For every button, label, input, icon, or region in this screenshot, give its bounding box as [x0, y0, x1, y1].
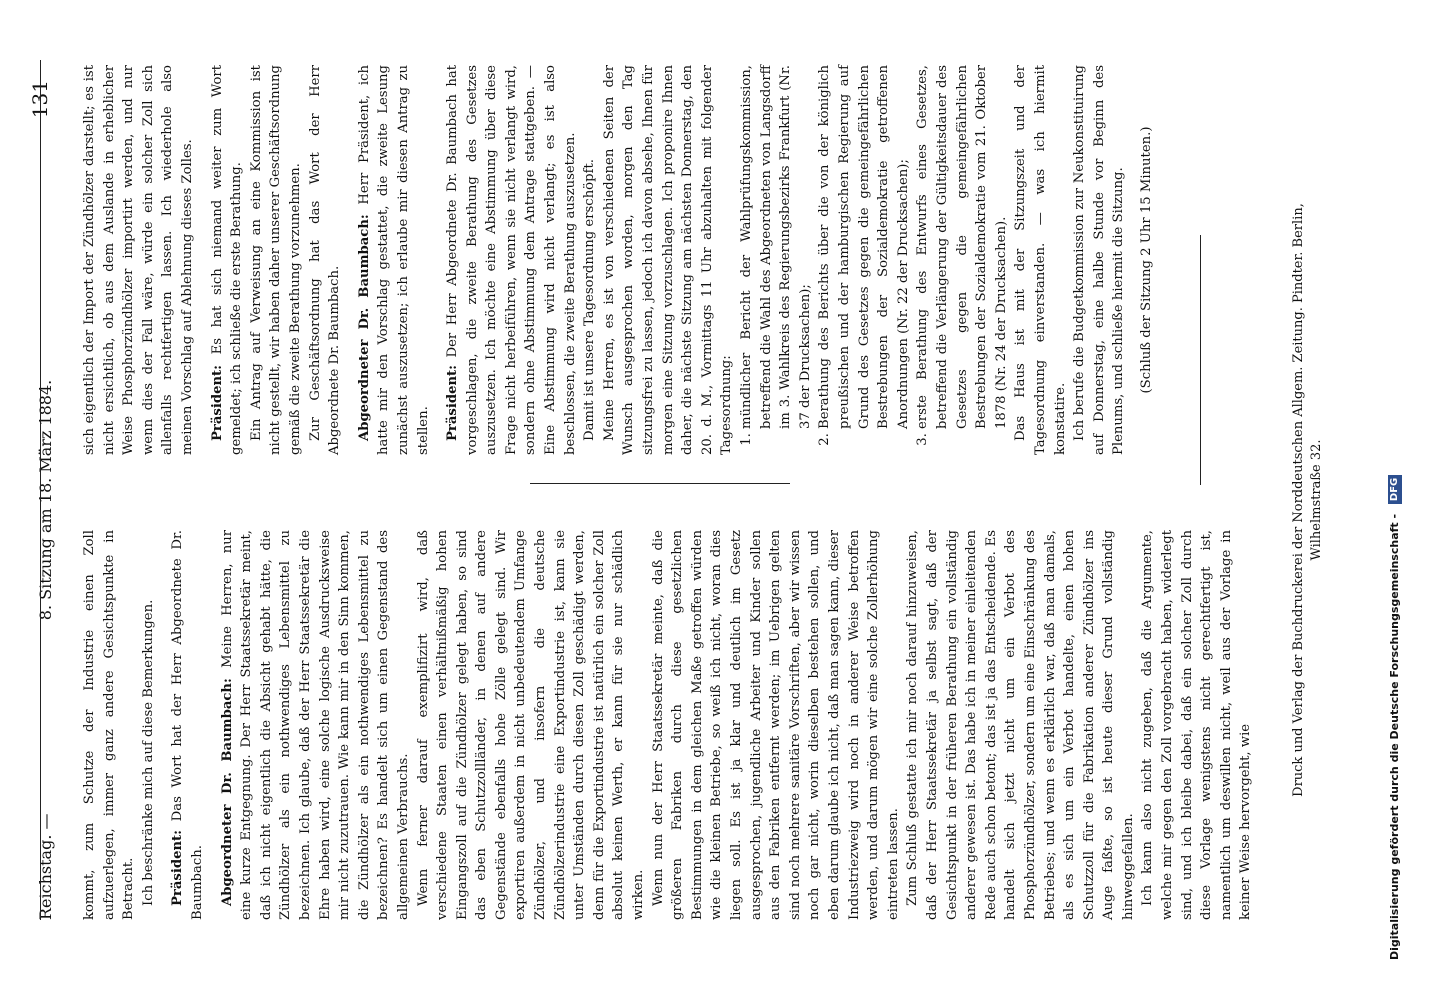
- paragraph: [139, 530, 159, 920]
- header-left: Reichstag. —: [36, 813, 55, 920]
- paragraph-text: Ich berufe die Budgetkommission zur Neukonstituirung auf Donnerstag, eine halbe Stunde vor Beginn des Plenums, und schließe hiermit die Sitzung.: [1072, 65, 1127, 455]
- paragraph: [80, 530, 139, 920]
- paragraph: [1138, 530, 1256, 920]
- paragraph: [306, 65, 345, 455]
- speaker-name: Präsident:: [445, 364, 461, 441]
- digitization-sidebar: [1380, 40, 1410, 960]
- dfg-logo: DFG: [1388, 475, 1402, 504]
- paragraph: [580, 65, 600, 455]
- paragraph-text: Ich kann also nicht zugeben, daß die Argumente, welche mir gegen den Zoll vorgebracht haben, widerlegt sind, und ich bleibe dabei, daß ein solcher Zoll durch diese Vorlage wenigstens nicht gerechtfertigt ist, namentlich um deswillen nicht, weil aus der Vorlage in keiner Weise hervorgeht, wie: [1140, 530, 1254, 920]
- speaker-name: Präsident:: [170, 829, 186, 906]
- paragraph-text: Wenn nun der Herr Staatssekretär meinte, daß die größeren Fabriken durch diese gesetzlichen Bestimmungen in dem gleichen Maße getroffen würden wie die kleinen Betriebe, so weiß ich nicht, woran dies liegen soll. Es ist ja klar und deutlich im Gesetz ausgesprochen, jugendliche Arbeiter und Kinder sollen aus den Fabriken entfernt werden; im Uebrigen gelten sind noch mehrere sanitäre Vorschriften, aber wir wissen noch gar nicht, worin dieselben bestehen sollen, und eben darum glaube ich nicht, daß man sagen kann, dieser Industriezweig wird noch in anderer Weise betroffen werden, und darum mögen wir eine solche Zollerhöhung eintreten lassen.: [650, 530, 901, 920]
- paragraph: [1070, 65, 1129, 455]
- page-number: 131: [28, 80, 52, 119]
- paragraph-text: Zum Schluß gestatte ich mir noch darauf hinzuweisen, daß der Herr Staatssekretär ja selbst sagt, daß der Gesichtspunkt in der früheren Berathung ein vollständig anderer gewesen ist. Das habe ich in meiner einleitenden Rede auch schon betont; das ist ja das Entscheidende. Es handelt sich jetzt nicht um ein Verbot des Phosphorzündhölzer, sondern um eine Einschränkung des Betriebes; und wenn es erklärlich war, daß man damals, als es sich um ein Verbot handelte, einen hohen Schutzzoll für die Fabrikation anderer Zündhölzer ins Auge faßte, so ist heute dieser Grund vollständig hinweggefallen.: [905, 530, 1136, 920]
- speaker-name: Abgeordneter Dr. Baumbach:: [356, 214, 372, 441]
- paragraph-text: Ich beschränke mich auf diese Bemerkungen.: [140, 599, 156, 906]
- paragraph: [600, 65, 737, 455]
- left-column: [80, 530, 1256, 920]
- right-column: [80, 65, 1156, 455]
- agenda-item: 2. Berathung des Berichts über die von der königlich preußischen und der hamburgischen Regierung auf Grund des Gesetzes gegen die gemeingefährlichen Bestrebungen der Sozialdemokratie getroffenen Anordnungen (Nr. 22 der Drucksachen);: [815, 65, 913, 429]
- page-header: [28, 80, 68, 920]
- paragraph: [903, 530, 1138, 920]
- agenda-list: [737, 65, 1011, 455]
- header-title: 8. Sitzung am 18. März 1884.: [36, 379, 55, 621]
- paragraph: [443, 65, 580, 455]
- paragraph-text: Damit ist unsere Tagesordnung erschöpft.: [582, 159, 598, 441]
- sidebar-credit: Digitalisierung gefördert durch die Deutsche Forschungsgemeinschaft -: [1388, 513, 1401, 960]
- paragraph: [247, 65, 306, 455]
- paragraph: [1011, 65, 1070, 455]
- paragraph: [168, 530, 207, 920]
- agenda-item: 3. erste Berathung des Entwurfs eines Gesetzes, betreffend die Verlängerung der Gültigkeitsdauer des Gesetzes gegen die gemeingefährlichen Bestrebungen der Sozialdemokratie vom 21. Oktober 1878 (Nr. 24 der Drucksachen).: [913, 65, 1011, 429]
- speaker-name: Abgeordneter Dr. Baumbach:: [219, 678, 235, 906]
- paragraph-text: Meine Herren, nur eine kurze Entgegnung. Der Herr Staatssekretär meint, daß ich nicht eigentlich die Absicht gehabt hätte, die Zündhölzer als ein nothwendiges Lebensmittel zu bezeichnen. Ich glaube, daß der Herr Staatssekretär die Ehre haben wird, eine solche logische Ausdrucksweise mir nicht zuzutrauen. Wie kann mir in den Sinn kommen, die Zündhölzer als ein nothwendiges Lebensmittel zu bezeichnen? Es handelt sich um einen Gegenstand des allgemeinen Verbrauchs.: [219, 529, 411, 920]
- paragraph: [218, 530, 414, 920]
- paragraph: [208, 65, 247, 455]
- agenda-item: 1. mündlicher Bericht der Wahlprüfungskommission, betreffend die Wahl des Abgeordneten von Langsdorff im 3. Wahlkreis des Regierungsbezirks Frankfurt (Nr. 37 der Drucksachen);: [737, 65, 815, 429]
- paragraph-text: Herr Präsident, ich hatte mir den Vorschlag gestattet, die zweite Lesung zunächst auszusetzen; ich erlaube mir diesen Antrag zu stellen.: [356, 65, 431, 455]
- paragraph-text: Ein Antrag auf Verweisung an eine Kommission ist nicht gestellt, wir haben daher unserer Geschäftsordnung gemäß die zweite Berathung vorzunehmen.: [248, 65, 303, 455]
- paragraph-text: Das Wort hat der Herr Abgeordnete Dr. Baumbach.: [170, 530, 205, 920]
- paragraph-text: Das Haus ist mit der Sitzungszeit und der Tagesordnung einverstanden. — was ich hiermit konstatire.: [1013, 65, 1068, 455]
- paragraph-text: Meine Herren, es ist von verschiedenen Seiten der Wunsch ausgesprochen worden, morgen den Tag sitzungsfrei zu lassen, jedoch ich davon absehe, Ihnen für morgen eine Sitzung vorzuschlagen. Ich proponire Ihnen daher, die nächste Sitzung am nächsten Donnerstag, den 20. d. M., Vormittags 11 Uhr abzuhalten mit folgender Tagesordnung:: [601, 65, 735, 455]
- paragraph: [80, 65, 198, 455]
- footer-rule: [1200, 235, 1201, 485]
- header-rule: [40, 60, 41, 920]
- paragraph-text: Wenn ferner darauf exemplifizirt wird, daß verschiedene Staaten einen verhältnißmäßig hohen Eingangszoll auf die Zündhölzer gelegt haben, so sind das eben Schutzzollländer, in denen auf andere Gegenstände ebenfalls hohe Zölle gelegt sind. Wir exportiren außerdem in nicht unbedeutendem Umfange Zündhölzer, und insofern die deutsche Zündhölzerindustrie eine Exportindustrie ist, kann sie unter Umständen durch diesen Zoll geschädigt werden, denn für die Exportindustrie ist natürlich ein solcher Zoll absolut keinen Werth, er kann für sie nur schädlich wirken.: [415, 530, 647, 920]
- paragraph: [649, 530, 904, 920]
- printer-imprint: Druck und Verlag der Buchdruckerei der Norddeutschen Allgem. Zeitung. Pindter. Berlin, Wilhelmstraße 32.: [1291, 203, 1324, 797]
- speaker-name: Präsident:: [209, 364, 225, 441]
- paragraph: [355, 65, 433, 455]
- paragraph-text: Der Herr Abgeordnete Dr. Baumbach hat vorgeschlagen, die zweite Berathung des Gesetzes auszusetzen. Ich möchte eine Abstimmung über diese Frage nicht herbeiführen, wenn sie nicht verlangt wird, sondern ohne Abstimmung dem Antrage stattgeben. — Eine Abstimmung wird nicht verlangt; es ist also beschlossen, die zweite Berathung auszusetzen.: [445, 65, 578, 455]
- paragraph-text: Es hat sich niemand weiter zum Wort gemeldet; ich schließe die erste Berathung.: [209, 65, 245, 455]
- paragraph-text: kommt, zum Schutze der Industrie einen Zoll aufzuerlegen, immer ganz andere Gesichtspunkte in Betracht.: [82, 530, 137, 920]
- paragraph-text: Zur Geschäftsordnung hat das Wort der Herr Abgeordnete Dr. Baumbach.: [307, 65, 343, 455]
- column-divider: [530, 483, 790, 484]
- paragraph-text: sich eigentlich der Import der Zündhölzer darstellt; es ist nicht ersichtlich, ob aus dem Auslande in erheblicher Weise Phosphorzündhölzer importirt werden, und nur wenn dies der Fall wäre, würde ein solcher Zoll sich allenfalls rechtfertigen lassen. Ich wiederhole also meinen Vorschlag auf Ablehnung dieses Zolles.: [82, 65, 195, 455]
- paragraph: [414, 530, 649, 920]
- closing-note: (Schluß der Sitzung 2 Uhr 15 Minuten.): [1138, 126, 1154, 394]
